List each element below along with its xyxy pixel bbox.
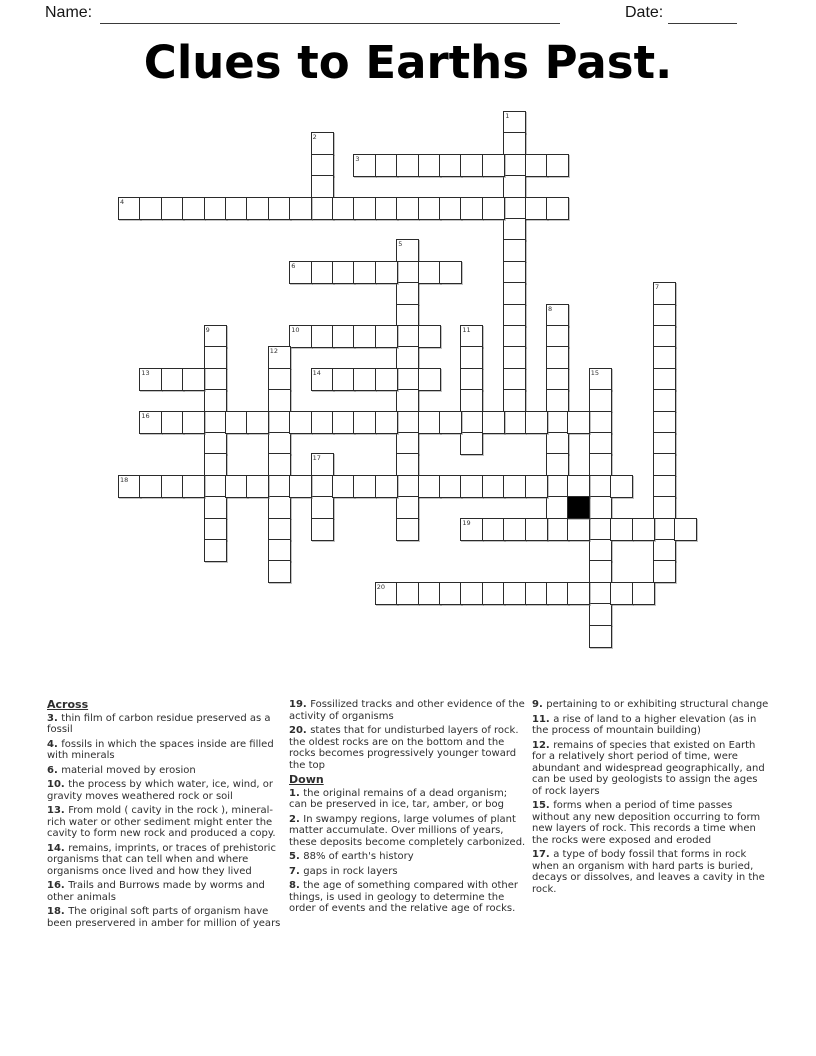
clue-text: material moved by erosion [61, 764, 196, 776]
grid-cell[interactable] [567, 518, 590, 541]
grid-cell[interactable] [396, 325, 419, 348]
grid-cell[interactable] [525, 411, 548, 434]
grid-cell[interactable] [567, 582, 590, 605]
clue-item [289, 851, 527, 863]
grid-cell[interactable] [546, 389, 569, 412]
grid-cell[interactable] [289, 197, 312, 220]
clue-text: From mold ( cavity in the rock ), mineral-rich water or other sediment might enter the cavity to form new rock and produced a copy. [47, 805, 276, 839]
clue-item [47, 765, 285, 777]
cell-number: 19 [462, 518, 471, 527]
grid-cell[interactable] [439, 582, 462, 605]
grid-cell[interactable] [653, 368, 676, 391]
grid-cell[interactable] [653, 496, 676, 519]
grid-cell[interactable] [311, 411, 334, 434]
grid-cell[interactable] [268, 496, 291, 519]
grid-cell[interactable] [396, 518, 419, 541]
grid-cell[interactable] [225, 411, 248, 434]
clue-item [532, 714, 770, 737]
grid-cell[interactable] [246, 475, 269, 498]
clue-item [532, 800, 770, 846]
down-clues-header: Down [289, 773, 324, 786]
grid-cell[interactable] [653, 453, 676, 476]
grid-cell[interactable] [332, 325, 355, 348]
grid-cell[interactable] [182, 411, 205, 434]
grid-cell[interactable] [396, 282, 419, 305]
cell-number: 12 [269, 347, 279, 356]
clue-number: 1. [289, 787, 304, 799]
clue-number: 18. [47, 906, 69, 917]
grid-cell[interactable] [439, 261, 462, 284]
grid-cell[interactable] [396, 197, 419, 220]
grid-cell[interactable] [268, 368, 291, 391]
grid-cell[interactable] [289, 261, 312, 284]
grid-cell[interactable] [268, 475, 291, 498]
grid-cell[interactable] [204, 346, 227, 369]
grid-cell[interactable] [161, 475, 184, 498]
clue-item [289, 788, 527, 811]
clue-item [289, 699, 527, 722]
grid-cell[interactable] [503, 175, 526, 198]
clue-text: the original remains of a dead organism; can be preserved in ice, tar, amber, or bog [289, 787, 508, 810]
grid-cell[interactable] [311, 197, 334, 220]
grid-cell[interactable] [396, 154, 419, 177]
date-input-line[interactable] [668, 22, 737, 24]
clue-number: 17. [532, 849, 554, 860]
clue-number: 6. [47, 764, 62, 776]
grid-cell[interactable] [589, 475, 612, 498]
grid-cell[interactable] [204, 518, 227, 541]
clue-column-3 [532, 699, 770, 898]
grid-cell[interactable] [418, 475, 441, 498]
grid-cell[interactable] [396, 453, 419, 476]
grid-cell[interactable] [311, 325, 334, 348]
grid-cell[interactable] [546, 304, 569, 327]
grid-cell[interactable] [353, 154, 376, 177]
clue-number: 20. [289, 725, 311, 736]
grid-cell[interactable] [546, 154, 569, 177]
grid-cell[interactable] [482, 154, 505, 177]
clue-number: 5. [289, 851, 304, 862]
grid-cell[interactable] [503, 132, 526, 155]
cell-number: 3 [355, 154, 360, 163]
grid-cell[interactable] [204, 389, 227, 412]
clue-number: 16. [47, 880, 69, 891]
grid-cell[interactable] [311, 132, 334, 155]
grid-cell[interactable] [396, 389, 419, 412]
grid-cell[interactable] [268, 560, 291, 583]
black-cell [567, 496, 590, 519]
cell-number: 1 [505, 112, 510, 120]
clue-text: The original soft parts of organism have been preservered in amber for million of years [47, 906, 281, 929]
grid-cell[interactable] [225, 197, 248, 220]
grid-cell[interactable] [332, 261, 355, 284]
grid-cell[interactable] [418, 582, 441, 605]
clue-item [47, 843, 285, 878]
cell-number: 15 [590, 368, 600, 377]
clue-number: 15. [532, 800, 554, 811]
grid-cell[interactable] [460, 325, 483, 348]
grid-cell[interactable] [289, 475, 312, 498]
clue-item [47, 713, 285, 736]
cell-number: 2 [312, 133, 317, 142]
grid-cell[interactable] [204, 368, 227, 391]
grid-cell[interactable] [289, 325, 312, 348]
grid-cell[interactable] [311, 175, 334, 198]
grid-cell[interactable] [546, 411, 569, 434]
grid-cell[interactable] [503, 475, 526, 498]
clue-item [289, 880, 527, 915]
grid-cell[interactable] [396, 496, 419, 519]
cell-number: 13 [141, 368, 150, 377]
grid-cell[interactable] [546, 432, 569, 455]
grid-cell[interactable] [204, 197, 227, 220]
grid-cell[interactable] [268, 389, 291, 412]
grid-cell[interactable] [182, 368, 205, 391]
grid-cell[interactable] [503, 261, 526, 284]
grid-cell[interactable] [503, 197, 526, 220]
clue-text: gaps in rock layers [303, 865, 398, 877]
grid-cell[interactable] [375, 154, 398, 177]
grid-cell[interactable] [268, 346, 291, 369]
grid-cell[interactable] [610, 582, 633, 605]
grid-cell[interactable] [503, 239, 526, 262]
grid-cell[interactable] [418, 261, 441, 284]
grid-cell[interactable] [503, 218, 526, 241]
grid-cell[interactable] [268, 432, 291, 455]
grid-cell[interactable] [567, 475, 590, 498]
clue-text: remains of species that existed on Earth for a relatively short period of time, were abundant and widespread geographically, and can be used by geologists to assign the ages of rock layers [532, 739, 765, 797]
grid-cell[interactable] [482, 411, 505, 434]
grid-cell[interactable] [653, 560, 676, 583]
grid-cell[interactable] [439, 197, 462, 220]
grid-cell[interactable] [396, 411, 419, 434]
grid-cell[interactable] [139, 197, 162, 220]
grid-cell[interactable] [311, 368, 334, 391]
grid-cell[interactable] [546, 453, 569, 476]
grid-cell[interactable] [503, 411, 526, 434]
grid-cell[interactable] [439, 411, 462, 434]
grid-cell[interactable] [418, 154, 441, 177]
grid-cell[interactable] [353, 197, 376, 220]
grid-cell[interactable] [482, 518, 505, 541]
clue-text: Trails and Burrows made by worms and other animals [47, 880, 265, 903]
grid-cell[interactable] [503, 282, 526, 305]
clue-text: 88% of earth's history [303, 851, 414, 862]
grid-cell[interactable] [653, 304, 676, 327]
grid-cell[interactable] [332, 368, 355, 391]
clue-text: remains, imprints, or traces of prehistoric organisms that can tell when and where organisms once lived and how they lived [47, 842, 276, 877]
grid-cell[interactable] [525, 582, 548, 605]
grid-cell[interactable] [311, 518, 334, 541]
grid-cell[interactable] [353, 368, 376, 391]
grid-cell[interactable] [503, 346, 526, 369]
grid-cell[interactable] [525, 518, 548, 541]
grid-cell[interactable] [589, 625, 612, 648]
grid-cell[interactable] [418, 197, 441, 220]
cell-number: 17 [312, 454, 321, 463]
grid-cell[interactable] [589, 518, 612, 541]
grid-cell[interactable] [589, 539, 612, 562]
grid-cell[interactable] [546, 346, 569, 369]
grid-cell[interactable] [311, 154, 334, 177]
grid-cell[interactable] [375, 411, 398, 434]
grid-cell[interactable] [546, 368, 569, 391]
grid-cell[interactable] [503, 304, 526, 327]
grid-cell[interactable] [396, 475, 419, 498]
grid-cell[interactable] [118, 197, 141, 220]
cell-number: 4 [120, 197, 125, 206]
grid-cell[interactable] [653, 389, 676, 412]
grid-cell[interactable] [268, 518, 291, 541]
grid-cell[interactable] [439, 475, 462, 498]
grid-cell[interactable] [182, 475, 205, 498]
grid-cell[interactable] [674, 518, 697, 541]
grid-cell[interactable] [589, 496, 612, 519]
clue-item [289, 725, 527, 771]
clue-text: a rise of land to a higher elevation (as in the process of mountain building) [532, 713, 757, 736]
clue-item [532, 849, 770, 895]
clue-text: states that for undisturbed layers of rock. the oldest rocks are on the bottom and the rocks becomes progressively younger toward the top [289, 725, 519, 771]
grid-cell[interactable] [396, 239, 419, 262]
grid-cell[interactable] [653, 475, 676, 498]
grid-cell[interactable] [525, 197, 548, 220]
grid-cell[interactable] [589, 389, 612, 412]
grid-cell[interactable] [525, 154, 548, 177]
grid-cell[interactable] [375, 582, 398, 605]
grid-cell[interactable] [161, 368, 184, 391]
cell-number: 14 [312, 368, 321, 377]
clue-number: 7. [289, 865, 304, 877]
grid-cell[interactable] [546, 475, 569, 498]
grid-cell[interactable] [161, 411, 184, 434]
grid-cell[interactable] [589, 603, 612, 626]
grid-cell[interactable] [460, 411, 483, 434]
grid-cell[interactable] [353, 261, 376, 284]
grid-cell[interactable] [418, 368, 441, 391]
grid-cell[interactable] [632, 582, 655, 605]
grid-cell[interactable] [546, 496, 569, 519]
clue-text: a type of body fossil that forms in rock when an organism with hard parts is buried, decays or dissolves, and leaves a cavity in the rock. [532, 849, 765, 895]
clue-item [47, 906, 285, 929]
across-clues-header: Across [47, 698, 89, 711]
grid-cell[interactable] [589, 368, 612, 391]
grid-cell[interactable] [396, 304, 419, 327]
clue-column-2 [289, 699, 527, 918]
grid-cell[interactable] [460, 346, 483, 369]
grid-cell[interactable] [353, 475, 376, 498]
grid-cell[interactable] [332, 411, 355, 434]
grid-cell[interactable] [311, 261, 334, 284]
grid-cell[interactable] [589, 411, 612, 434]
grid-cell[interactable] [161, 197, 184, 220]
grid-cell[interactable] [375, 368, 398, 391]
grid-cell[interactable] [204, 539, 227, 562]
grid-cell[interactable] [503, 518, 526, 541]
grid-cell[interactable] [460, 197, 483, 220]
grid-cell[interactable] [439, 154, 462, 177]
grid-cell[interactable] [653, 539, 676, 562]
grid-cell[interactable] [460, 475, 483, 498]
grid-cell[interactable] [653, 518, 676, 541]
clue-number: 13. [47, 805, 69, 816]
grid-cell[interactable] [204, 432, 227, 455]
grid-cell[interactable] [396, 346, 419, 369]
clue-item [289, 866, 527, 878]
grid-cell[interactable] [503, 389, 526, 412]
grid-cell[interactable] [546, 197, 569, 220]
clue-number: 9. [532, 699, 547, 710]
grid-cell[interactable] [204, 411, 227, 434]
clue-number: 14. [47, 842, 69, 854]
cell-number: 8 [548, 304, 553, 313]
clue-column-1 [47, 699, 285, 932]
cell-number: 18 [120, 475, 129, 484]
grid-cell[interactable] [375, 475, 398, 498]
grid-cell[interactable] [418, 325, 441, 348]
cell-number: 20 [376, 582, 386, 591]
grid-cell[interactable] [396, 368, 419, 391]
grid-cell[interactable] [653, 282, 676, 305]
clue-text: pertaining to or exhibiting structural change [546, 699, 769, 710]
grid-cell[interactable] [268, 539, 291, 562]
grid-cell[interactable] [460, 518, 483, 541]
clue-text: the process by which water, ice, wind, or gravity moves weathered rock or soil [47, 779, 274, 802]
cell-number: 10 [291, 326, 300, 334]
grid-cell[interactable] [375, 197, 398, 220]
grid-cell[interactable] [204, 453, 227, 476]
date-label: Date: [625, 4, 664, 21]
grid-cell[interactable] [589, 432, 612, 455]
cell-number: 5 [398, 240, 403, 249]
clue-number: 4. [47, 738, 62, 750]
clue-number: 8. [289, 880, 304, 891]
cell-number: 6 [291, 261, 296, 270]
clue-item [47, 805, 285, 840]
grid-cell[interactable] [525, 475, 548, 498]
grid-cell[interactable] [460, 154, 483, 177]
grid-cell[interactable] [653, 411, 676, 434]
clue-number: 19. [289, 699, 311, 710]
grid-cell[interactable] [460, 389, 483, 412]
clue-item [47, 779, 285, 802]
grid-cell[interactable] [311, 475, 334, 498]
grid-cell[interactable] [653, 432, 676, 455]
grid-cell[interactable] [460, 368, 483, 391]
grid-cell[interactable] [418, 411, 441, 434]
grid-cell[interactable] [503, 154, 526, 177]
grid-cell[interactable] [268, 453, 291, 476]
grid-cell[interactable] [246, 411, 269, 434]
grid-cell[interactable] [482, 197, 505, 220]
clue-text: the age of something compared with other things, is used in geology to determine the order of events and the relative age of rocks. [289, 880, 519, 914]
cell-number: 11 [462, 326, 471, 334]
grid-cell[interactable] [268, 411, 291, 434]
grid-cell[interactable] [610, 475, 633, 498]
clue-item [47, 880, 285, 903]
clue-item [532, 740, 770, 798]
clue-item [289, 814, 527, 849]
grid-cell[interactable] [503, 582, 526, 605]
clue-text: Fossilized tracks and other evidence of the activity of organisms [289, 699, 525, 722]
grid-cell[interactable] [460, 582, 483, 605]
grid-cell[interactable] [589, 560, 612, 583]
grid-cell[interactable] [204, 325, 227, 348]
grid-cell[interactable] [332, 475, 355, 498]
grid-cell[interactable] [503, 111, 526, 134]
clue-number: 2. [289, 813, 304, 825]
grid-cell[interactable] [289, 411, 312, 434]
grid-cell[interactable] [311, 496, 334, 519]
grid-cell[interactable] [589, 453, 612, 476]
grid-cell[interactable] [546, 325, 569, 348]
grid-cell[interactable] [460, 432, 483, 455]
clue-number: 11. [532, 713, 554, 725]
clue-text: fossils in which the spaces inside are filled with minerals [47, 738, 274, 761]
grid-cell[interactable] [139, 411, 162, 434]
grid-cell[interactable] [546, 518, 569, 541]
grid-cell[interactable] [396, 432, 419, 455]
grid-cell[interactable] [653, 325, 676, 348]
clue-number: 3. [47, 712, 62, 724]
grid-cell[interactable] [503, 325, 526, 348]
clue-text: In swampy regions, large volumes of plant matter accumulate. Over millions of years, these deposits become completely carbonized. [289, 813, 526, 848]
grid-cell[interactable] [653, 346, 676, 369]
grid-cell[interactable] [246, 197, 269, 220]
grid-cell[interactable] [332, 197, 355, 220]
grid-cell[interactable] [204, 475, 227, 498]
clue-number: 10. [47, 779, 69, 790]
grid-cell[interactable] [268, 197, 291, 220]
grid-cell[interactable] [482, 582, 505, 605]
grid-cell[interactable] [610, 518, 633, 541]
cell-number: 16 [141, 411, 150, 420]
clue-number: 12. [532, 739, 554, 751]
grid-cell[interactable] [375, 261, 398, 284]
grid-cell[interactable] [225, 475, 248, 498]
grid-cell[interactable] [396, 261, 419, 284]
page-title: Clues to Earths Past. [143, 36, 673, 89]
grid-cell[interactable] [546, 582, 569, 605]
grid-cell[interactable] [139, 368, 162, 391]
name-input-line[interactable] [100, 22, 560, 24]
name-label: Name: [45, 4, 93, 21]
grid-cell[interactable] [353, 325, 376, 348]
clue-text: thin film of carbon residue preserved as a fossil [47, 712, 271, 735]
grid-cell[interactable] [353, 411, 376, 434]
grid-cell[interactable] [567, 411, 590, 434]
grid-cell[interactable] [182, 197, 205, 220]
grid-cell[interactable] [204, 496, 227, 519]
grid-cell[interactable] [375, 325, 398, 348]
cell-number: 9 [205, 326, 210, 334]
clue-item [47, 739, 285, 762]
clue-text: forms when a period of time passes without any new deposition occurring to form new layers of rock. This records a time when the rocks were exposed and eroded [532, 800, 761, 846]
grid-cell[interactable] [118, 475, 141, 498]
grid-cell[interactable] [482, 475, 505, 498]
grid-cell[interactable] [311, 453, 334, 476]
grid-cell[interactable] [139, 475, 162, 498]
cell-number: 7 [655, 283, 660, 292]
grid-cell[interactable] [632, 518, 655, 541]
grid-cell[interactable] [589, 582, 612, 605]
clue-item [532, 699, 770, 711]
grid-cell[interactable] [396, 582, 419, 605]
grid-cell[interactable] [503, 368, 526, 391]
